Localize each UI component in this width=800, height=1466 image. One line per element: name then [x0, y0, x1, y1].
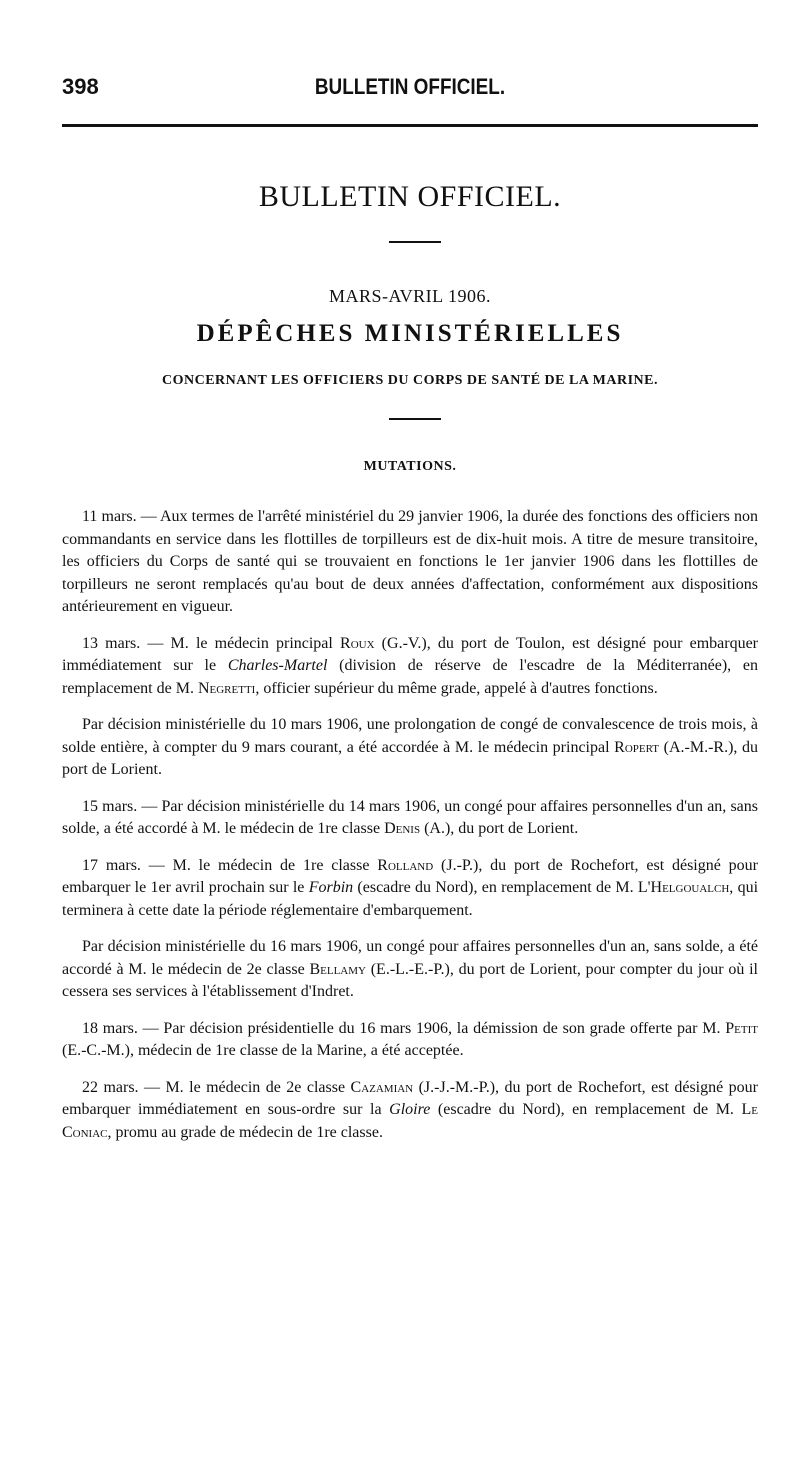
person-name: Negretti [197, 679, 256, 697]
page-number: 398 [62, 74, 99, 99]
paragraph-text: , officier supérieur du même grade, appelé à d'autres fonctions. [255, 679, 658, 697]
paragraph-text: 17 mars. — M. le médecin de 1re classe [82, 856, 378, 874]
mutations-heading: MUTATIONS. [363, 459, 457, 474]
paragraph-text: 22 mars. — M. le médecin de 2e classe [82, 1078, 351, 1096]
paragraph-text: (G.-V.), du port de Toulon, est désigné pour embarquer immédiatement sur le [62, 634, 759, 674]
document-body [62, 506, 758, 1158]
paragraph-text: (E.-L.-E.-P.), du port de Lorient, pour compter du jour où il cessera ses services à l'établissement d'Indret. [62, 960, 758, 1000]
paragraph-11-mars [62, 506, 758, 619]
paragraph-13-mars [62, 633, 758, 701]
section-divider [389, 418, 441, 420]
person-name: Petit [725, 1019, 758, 1037]
person-name: Bellamy [309, 960, 366, 978]
ship-name: Forbin [308, 879, 354, 896]
running-title: BULLETIN OFFICIEL. [314, 74, 506, 99]
paragraph-10-mars-decision [62, 714, 758, 782]
person-name: Le Coniac [62, 1101, 758, 1141]
date-line: MARS-AVRIL 1906. [328, 286, 492, 306]
paragraph-text: (escadre du Nord), en remplacement de M. [430, 1101, 742, 1118]
page-title: BULLETIN OFFICIEL. [258, 180, 562, 213]
paragraph-text: , promu au grade de médecin de 1re classe. [107, 1123, 383, 1141]
person-name: Denis [384, 820, 421, 837]
person-name: Ropert [614, 738, 660, 756]
paragraph-22-mars [62, 1077, 758, 1145]
person-name: Roux [340, 634, 375, 652]
paragraph-text: 13 mars. — M. le médecin principal [82, 634, 341, 652]
section-title: DÉPÊCHES MINISTÉRIELLES [196, 320, 624, 347]
paragraph-text: Par décision ministérielle du 10 mars 1906, une prolongation de congé de convalescence de trois mois, à solde entière, à compter du 9 mars courant, a été accordée à M. le médecin principal [62, 716, 758, 756]
section-subtitle: CONCERNANT LES OFFICIERS DU CORPS DE SANTÉ DE LA MARINE. [161, 373, 659, 388]
paragraph-text: (A.), du port de Lorient. [420, 820, 579, 837]
paragraph-text: (escadre du Nord), en remplacement de M. [353, 879, 638, 896]
paragraph-text: (E.-C.-M.), médecin de 1re classe de la Marine, a été acceptée. [62, 1042, 464, 1059]
ship-name: Charles-Martel [227, 657, 328, 674]
paragraph-text: , qui terminera à cette date la période réglementaire d'embarquement. [62, 879, 759, 919]
paragraph-17-mars [62, 855, 758, 923]
header-rule [62, 124, 758, 127]
paragraph-text: (J.-J.-M.-P.), du port de Rochefort, est désigné pour embarquer immédiatement en sous-ordre sur la [62, 1078, 758, 1118]
paragraph-15-mars [62, 796, 758, 841]
paragraph-text: (division de réserve de l'escadre de la Méditerranée), en remplacement de M. [62, 657, 759, 697]
person-name: Rolland [377, 856, 434, 874]
paragraph-text: 11 mars. — Aux termes de l'arrêté ministériel du 29 janvier 1906, la durée des fonctions des officiers non commandants en service dans les flottilles de torpilleurs est de dix-huit mois. A titre de mesure transitoire, les officiers du Corps de santé qui se trouvaient en fonctions le 1er janvier 1906 dans les flottilles de torpilleurs ne seront remplacés qu'au bout de deux années d'affectation, conformément aux dispositions antérieurement en vigueur. [62, 508, 758, 615]
paragraph-text: (J.-P.), du port de Rochefort, est désigné pour embarquer le 1er avril prochain sur le [62, 856, 758, 896]
title-divider [389, 241, 441, 243]
paragraph-text: 18 mars. — Par décision présidentielle du 16 mars 1906, la démission de son grade offerte par M. [82, 1019, 726, 1037]
ship-name: Gloire [389, 1101, 431, 1118]
person-name: Cazamian [350, 1078, 414, 1096]
paragraph-text: Par décision ministérielle du 16 mars 1906, un congé pour affaires personnelles d'un an, sans solde, a été accordé à M. le médecin de 2e classe [62, 938, 758, 978]
person-name: L'Helgoualch [637, 879, 730, 896]
paragraph-18-mars [62, 1018, 758, 1063]
paragraph-text: (A.-M.-R.), du port de Lorient. [62, 738, 759, 778]
running-header [62, 72, 758, 108]
paragraph-text: 15 mars. — Par décision ministérielle du 14 mars 1906, un congé pour affaires personnelles d'un an, sans solde, a été accordé à M. le médecin de 1re classe [62, 797, 758, 837]
paragraph-16-mars-decision [62, 936, 758, 1004]
